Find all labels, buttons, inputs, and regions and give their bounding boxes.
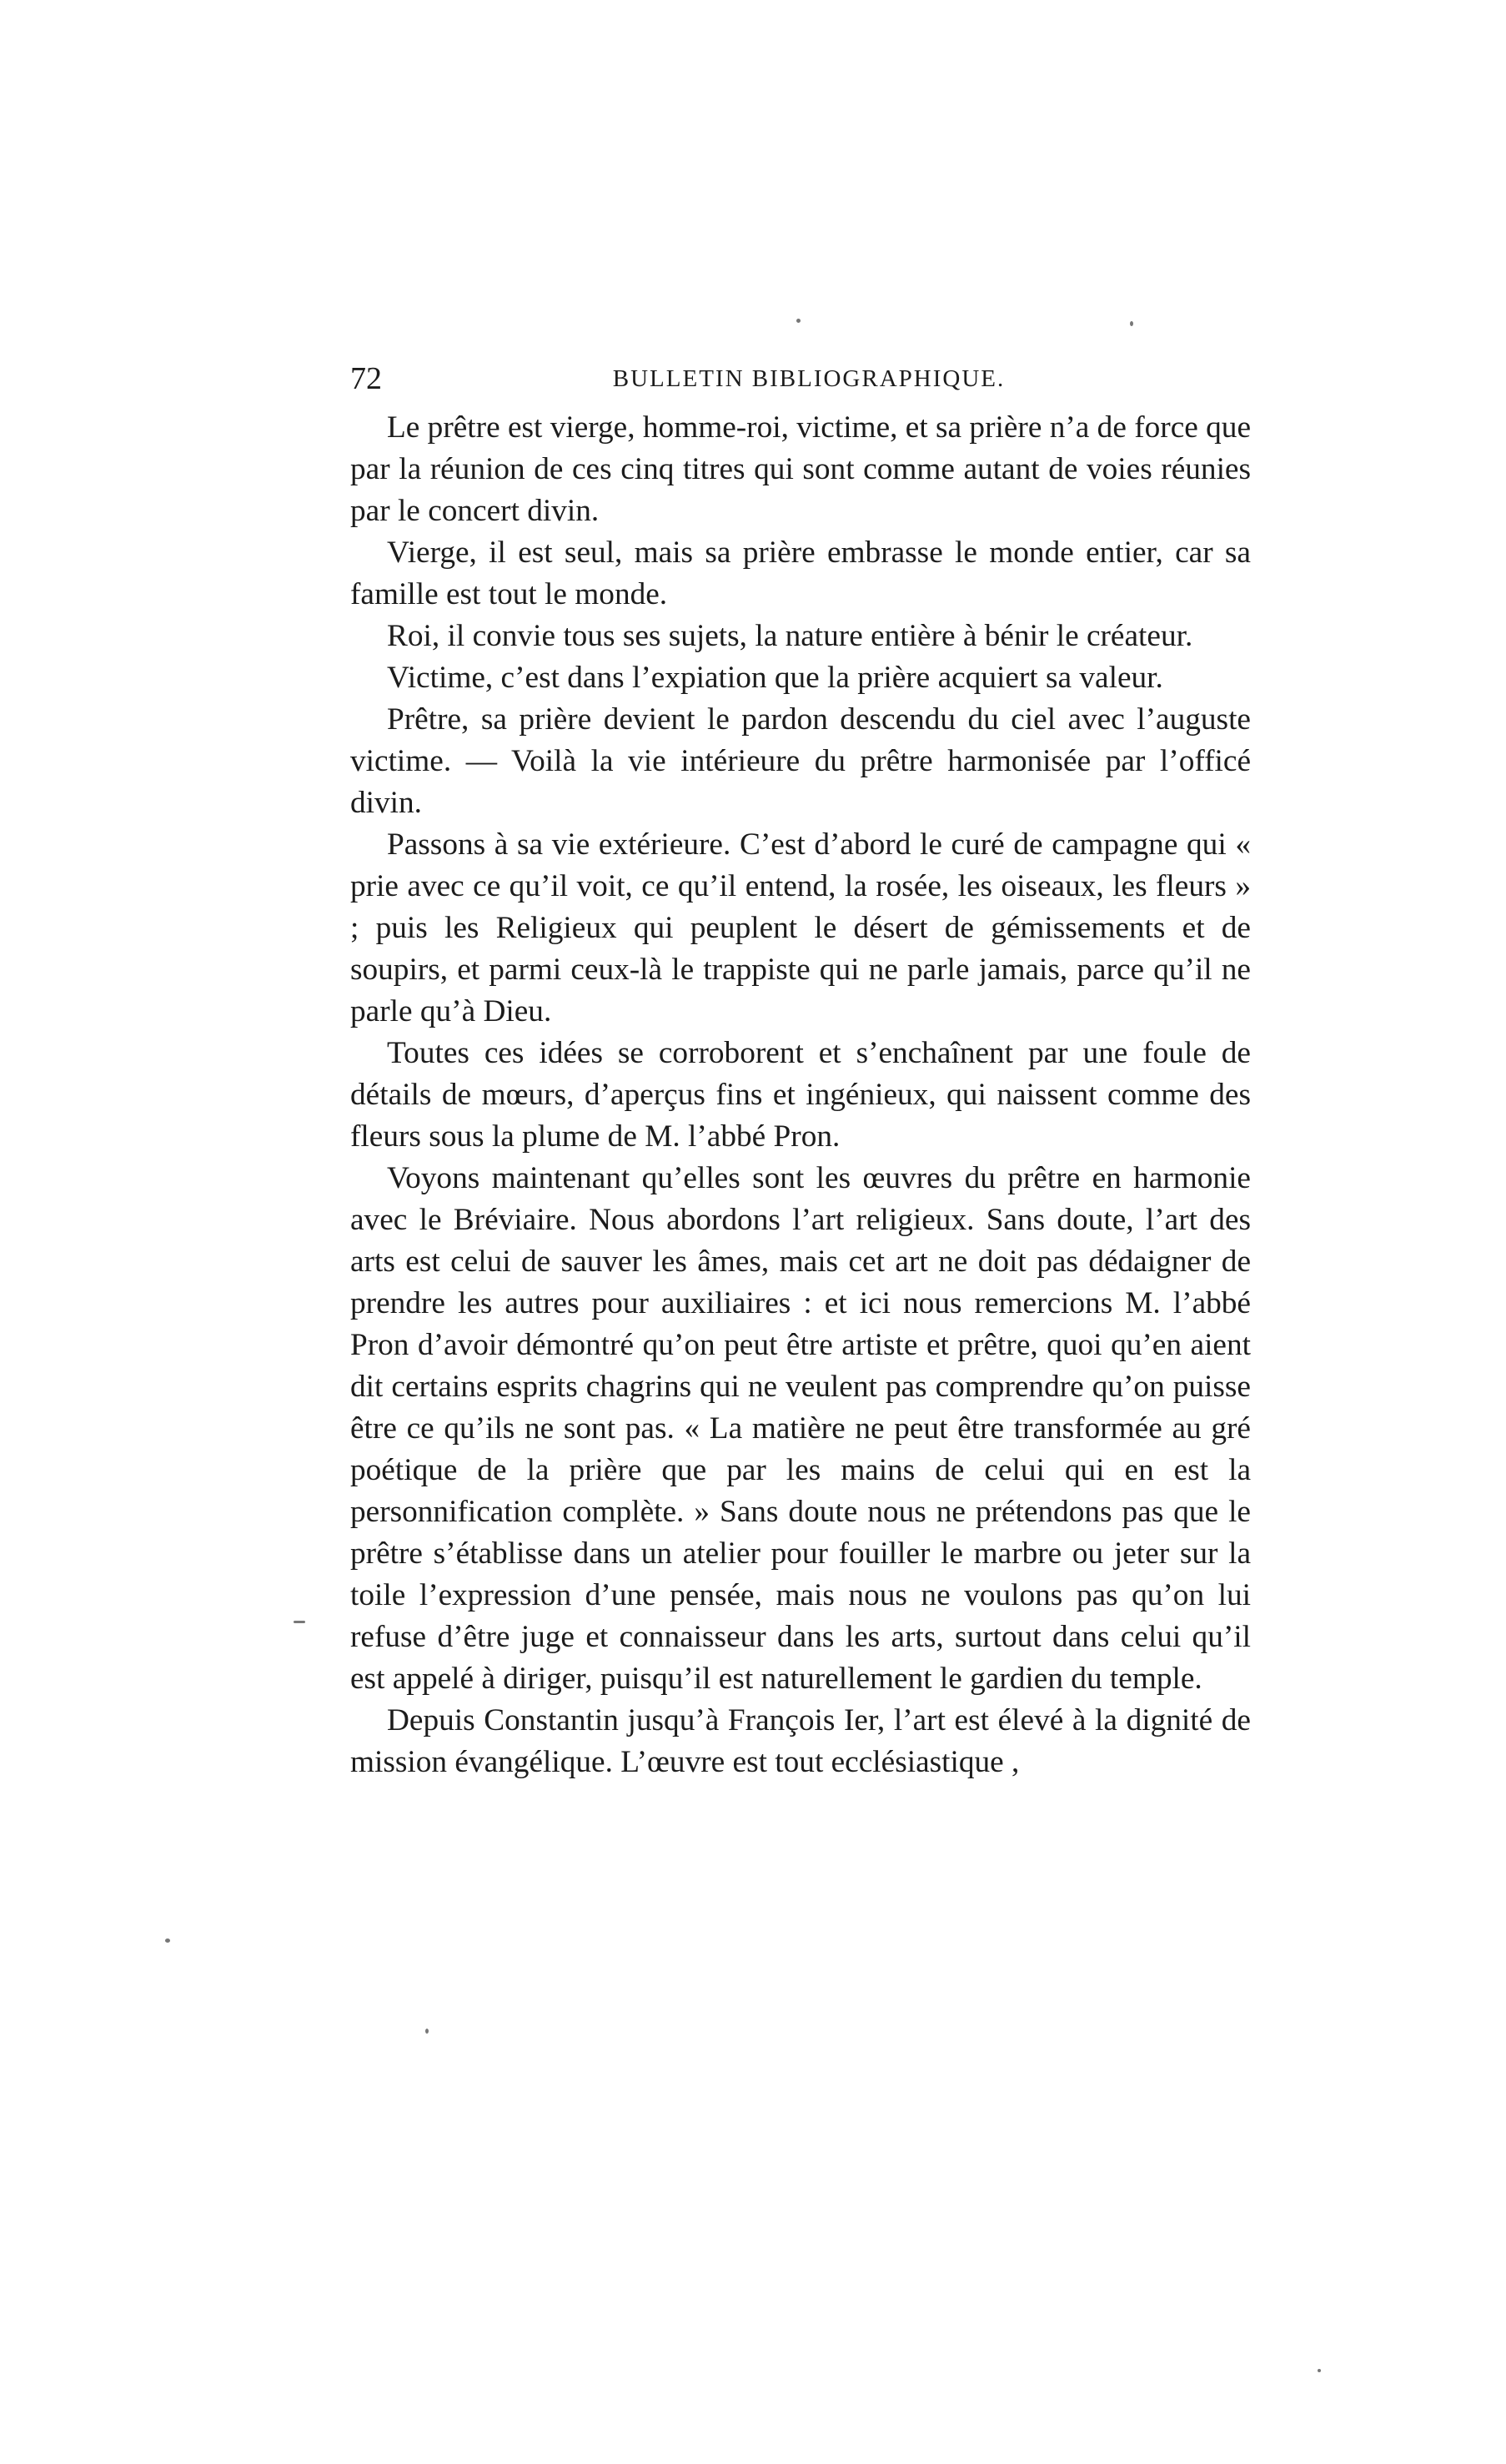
body-text (350, 407, 1251, 1783)
paragraph: Victime, c’est dans l’expiation que la prière acquiert sa valeur. (387, 661, 1163, 695)
paragraph: Depuis Constantin jusqu’à François Ier, l’art est élevé à la dignité de mission évangélique. L’œuvre est tout ecclésiastique , (350, 1703, 1251, 1779)
paragraph: Passons à sa vie extérieure. C’est d’abord le curé de campagne qui « prie avec ce qu’il voit, ce qu’il entend, la rosée, les oiseaux, les fleurs » ; puis les Religieux qui peuplent le désert de gémissements et de soupirs, et parmi ceux-là le trappiste qui ne parle jamais, parce qu’il ne parle qu’à Dieu. (350, 827, 1251, 1028)
paragraph: Toutes ces idées se corroborent et s’enchaînent par une foule de détails de mœurs, d’aperçus fins et ingénieux, qui naissent comme des fleurs sous la plume de M. l’abbé Pron. (350, 1036, 1251, 1154)
running-head: BULLETIN BIBLIOGRAPHIQUE. (612, 365, 1006, 392)
paragraph: Voyons maintenant qu’elles sont les œuvres du prêtre en harmonie avec le Bréviaire. Nous abordons l’art religieux. Sans doute, l’art des arts est celui de sauver les âmes, mais cet art ne doit pas dédaigner de prendre les autres pour auxiliaires : et ici nous remercions M. l’abbé Pron d’avoir démontré qu’on peut être artiste et prêtre, quoi qu’en aient dit certains esprits chagrins qui ne veulent pas comprendre qu’on puisse être ce qu’ils ne sont pas. « La matière ne peut être transformée au gré poétique de la prière que par les mains de celui qui en est la personnification complète. » Sans doute nous ne prétendons pas que le prêtre s’établisse dans un atelier pour fouiller le marbre ou jeter sur la toile l’expression d’une pensée, mais nous ne voulons pas qu’on lui refuse d’être juge et connaisseur dans les arts, surtout dans celui qu’il est appelé à diriger, puisqu’il est naturellement le gardien du temple. (350, 1161, 1251, 1696)
scan-speck (165, 1939, 170, 1943)
page-header (350, 354, 1251, 404)
scan-speck (425, 2029, 429, 2034)
paragraph: Roi, il convie tous ses sujets, la nature entière à bénir le créateur. (387, 619, 1193, 653)
scan-speck (796, 319, 801, 323)
paragraph: Le prêtre est vierge, homme-roi, victime, et sa prière n’a de force que par la réunion de ces cinq titres qui sont comme autant de voies réunies par le concert divin. (350, 410, 1251, 528)
scan-speck (1318, 2369, 1321, 2372)
paragraph: Prêtre, sa prière devient le pardon descendu du ciel avec l’auguste victime. — Voilà la vie intérieure du prêtre harmonisée par l’officé divin. (350, 702, 1251, 820)
page-number: 72 (350, 361, 382, 396)
paragraph: Vierge, il est seul, mais sa prière embrasse le monde entier, car sa famille est tout le monde. (350, 536, 1251, 611)
scan-speck (294, 1621, 305, 1623)
scan-speck (1130, 321, 1133, 326)
